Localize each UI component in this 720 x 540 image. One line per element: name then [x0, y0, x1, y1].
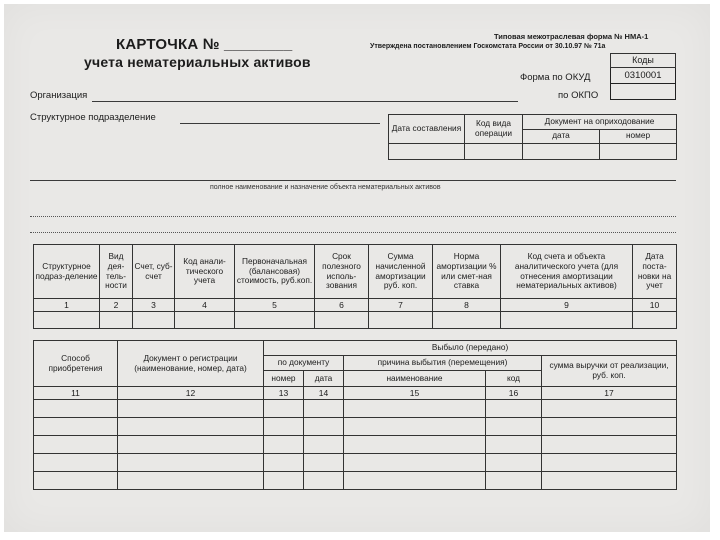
- col-number: 16: [486, 387, 542, 400]
- col-number: 13: [264, 387, 304, 400]
- disposal-header: Выбыло (передано): [264, 341, 677, 356]
- by-document-header: по документу: [264, 356, 344, 371]
- col-number: 7: [369, 299, 433, 312]
- data-cell[interactable]: [486, 400, 542, 418]
- data-cell[interactable]: [264, 418, 304, 436]
- data-cell[interactable]: [304, 400, 344, 418]
- codes-box: [610, 53, 676, 100]
- col-number: 15: [344, 387, 486, 400]
- header-account: Счет, суб-счет: [133, 245, 175, 299]
- operation-code-header: Код вида операции: [465, 115, 523, 144]
- data-cell[interactable]: [633, 312, 677, 329]
- object-caption: полное наименование и назначение объекта нематериальных активов: [210, 184, 441, 191]
- data-cell[interactable]: [118, 400, 264, 418]
- receipt-number-cell[interactable]: [600, 144, 677, 160]
- card-title: КАРТОЧКА № ________: [116, 36, 293, 53]
- col-number: 2: [100, 299, 133, 312]
- data-cell[interactable]: [542, 400, 677, 418]
- card-subtitle: учета нематериальных активов: [84, 54, 311, 70]
- receipt-document-header: Документ на оприходование: [523, 115, 677, 130]
- data-cell[interactable]: [304, 472, 344, 490]
- approval-note: Утверждена постановлением Госкомстата России от 30.10.97 № 71а: [370, 43, 606, 50]
- col-number: 10: [633, 299, 677, 312]
- data-cell[interactable]: [34, 400, 118, 418]
- data-cell[interactable]: [118, 436, 264, 454]
- col-number: 1: [34, 299, 100, 312]
- data-cell[interactable]: [34, 418, 118, 436]
- data-cell[interactable]: [34, 454, 118, 472]
- compiled-date-cell[interactable]: [389, 144, 465, 160]
- data-cell[interactable]: [235, 312, 315, 329]
- data-cell[interactable]: [486, 436, 542, 454]
- col-number: 9: [501, 299, 633, 312]
- data-cell[interactable]: [118, 418, 264, 436]
- disposal-row: [34, 436, 677, 454]
- disposal-numbers-row: [34, 387, 677, 400]
- compiled-date-header: Дата составления: [389, 115, 465, 144]
- okud-code: 0310001: [611, 68, 676, 84]
- okud-label: Форма по ОКУД: [520, 72, 591, 83]
- acquisition-method-header: Способ приобретения: [34, 341, 118, 387]
- registration-document-header: Документ о регистрации (наименование, номер, дата): [118, 341, 264, 387]
- header-analytic-code: Код анали-тического учета: [175, 245, 235, 299]
- codes-label: Коды: [611, 54, 676, 68]
- data-cell[interactable]: [34, 472, 118, 490]
- col-number: 8: [433, 299, 501, 312]
- disposal-row: [34, 400, 677, 418]
- header-useful-life: Срок полезного исполь-зования: [315, 245, 369, 299]
- col-number: 4: [175, 299, 235, 312]
- object-name-line-3[interactable]: [30, 232, 676, 233]
- data-cell[interactable]: [264, 454, 304, 472]
- object-name-field[interactable]: [30, 180, 676, 181]
- data-cell[interactable]: [264, 436, 304, 454]
- data-cell[interactable]: [304, 418, 344, 436]
- header-accrued-amortization: Сумма начисленной амортизации руб. коп.: [369, 245, 433, 299]
- receipt-number-header: номер: [600, 129, 677, 144]
- data-cell[interactable]: [34, 436, 118, 454]
- header-amortization-rate: Норма амортизации % или смет-ная ставка: [433, 245, 501, 299]
- receipt-date-header: дата: [523, 129, 600, 144]
- data-cell[interactable]: [433, 312, 501, 329]
- department-field[interactable]: [180, 123, 380, 124]
- col-number: 14: [304, 387, 344, 400]
- data-cell[interactable]: [542, 472, 677, 490]
- data-cell[interactable]: [264, 472, 304, 490]
- reason-name-header: наименование: [344, 371, 486, 387]
- data-cell[interactable]: [315, 312, 369, 329]
- data-cell[interactable]: [34, 312, 100, 329]
- doc-number-header: номер: [264, 371, 304, 387]
- col-number: 12: [118, 387, 264, 400]
- col-number: 3: [133, 299, 175, 312]
- disposal-row: [34, 418, 677, 436]
- header-registration-date: Дата поста-новки на учет: [633, 245, 677, 299]
- data-cell[interactable]: [542, 454, 677, 472]
- data-cell[interactable]: [304, 436, 344, 454]
- main-data-row: [34, 312, 677, 329]
- reason-code-header: код: [486, 371, 542, 387]
- col-number: 5: [235, 299, 315, 312]
- data-cell[interactable]: [344, 454, 486, 472]
- data-cell[interactable]: [175, 312, 235, 329]
- col-number: 17: [542, 387, 677, 400]
- main-table: [33, 244, 677, 329]
- data-cell[interactable]: [369, 312, 433, 329]
- document-table: [388, 114, 677, 160]
- col-number: 6: [315, 299, 369, 312]
- data-cell[interactable]: [486, 418, 542, 436]
- object-name-line-2[interactable]: [30, 216, 676, 217]
- data-cell[interactable]: [344, 436, 486, 454]
- data-cell[interactable]: [344, 400, 486, 418]
- data-cell[interactable]: [501, 312, 633, 329]
- data-cell[interactable]: [100, 312, 133, 329]
- operation-code-cell[interactable]: [465, 144, 523, 160]
- disposal-reason-header: причина выбытия (перемещения): [344, 356, 542, 371]
- header-department: Структурное подраз-деление: [34, 245, 100, 299]
- data-cell[interactable]: [133, 312, 175, 329]
- receipt-date-cell[interactable]: [523, 144, 600, 160]
- data-cell[interactable]: [542, 418, 677, 436]
- column-numbers-row: [34, 299, 677, 312]
- data-cell[interactable]: [264, 400, 304, 418]
- department-label: Структурное подразделение: [30, 112, 156, 123]
- col-number: 11: [34, 387, 118, 400]
- data-cell[interactable]: [344, 418, 486, 436]
- revenue-header: сумма выручки от реализации, руб. коп.: [542, 356, 677, 387]
- organization-field[interactable]: [92, 101, 518, 102]
- data-cell[interactable]: [304, 454, 344, 472]
- disposal-table: [33, 340, 677, 490]
- data-cell[interactable]: [486, 454, 542, 472]
- okpo-label: по ОКПО: [558, 90, 599, 101]
- data-cell[interactable]: [344, 472, 486, 490]
- okpo-code[interactable]: [611, 84, 676, 100]
- header-initial-cost: Первоначальная (балансовая) стоимость, руб.коп.: [235, 245, 315, 299]
- organization-label: Организация: [30, 90, 88, 101]
- disposal-row: [34, 454, 677, 472]
- data-cell[interactable]: [118, 454, 264, 472]
- data-cell[interactable]: [542, 436, 677, 454]
- data-cell[interactable]: [118, 472, 264, 490]
- header-activity-type: Вид дея-тель-ности: [100, 245, 133, 299]
- header-account-object-code: Код счета и объекта аналитического учета (для отнесения амортизации нематериальных активов): [501, 245, 633, 299]
- doc-date-header: дата: [304, 371, 344, 387]
- data-cell[interactable]: [486, 472, 542, 490]
- form-name: Типовая межотраслевая форма № НМА-1: [494, 32, 649, 41]
- nma1-form-sheet: [4, 4, 710, 532]
- disposal-row: [34, 472, 677, 490]
